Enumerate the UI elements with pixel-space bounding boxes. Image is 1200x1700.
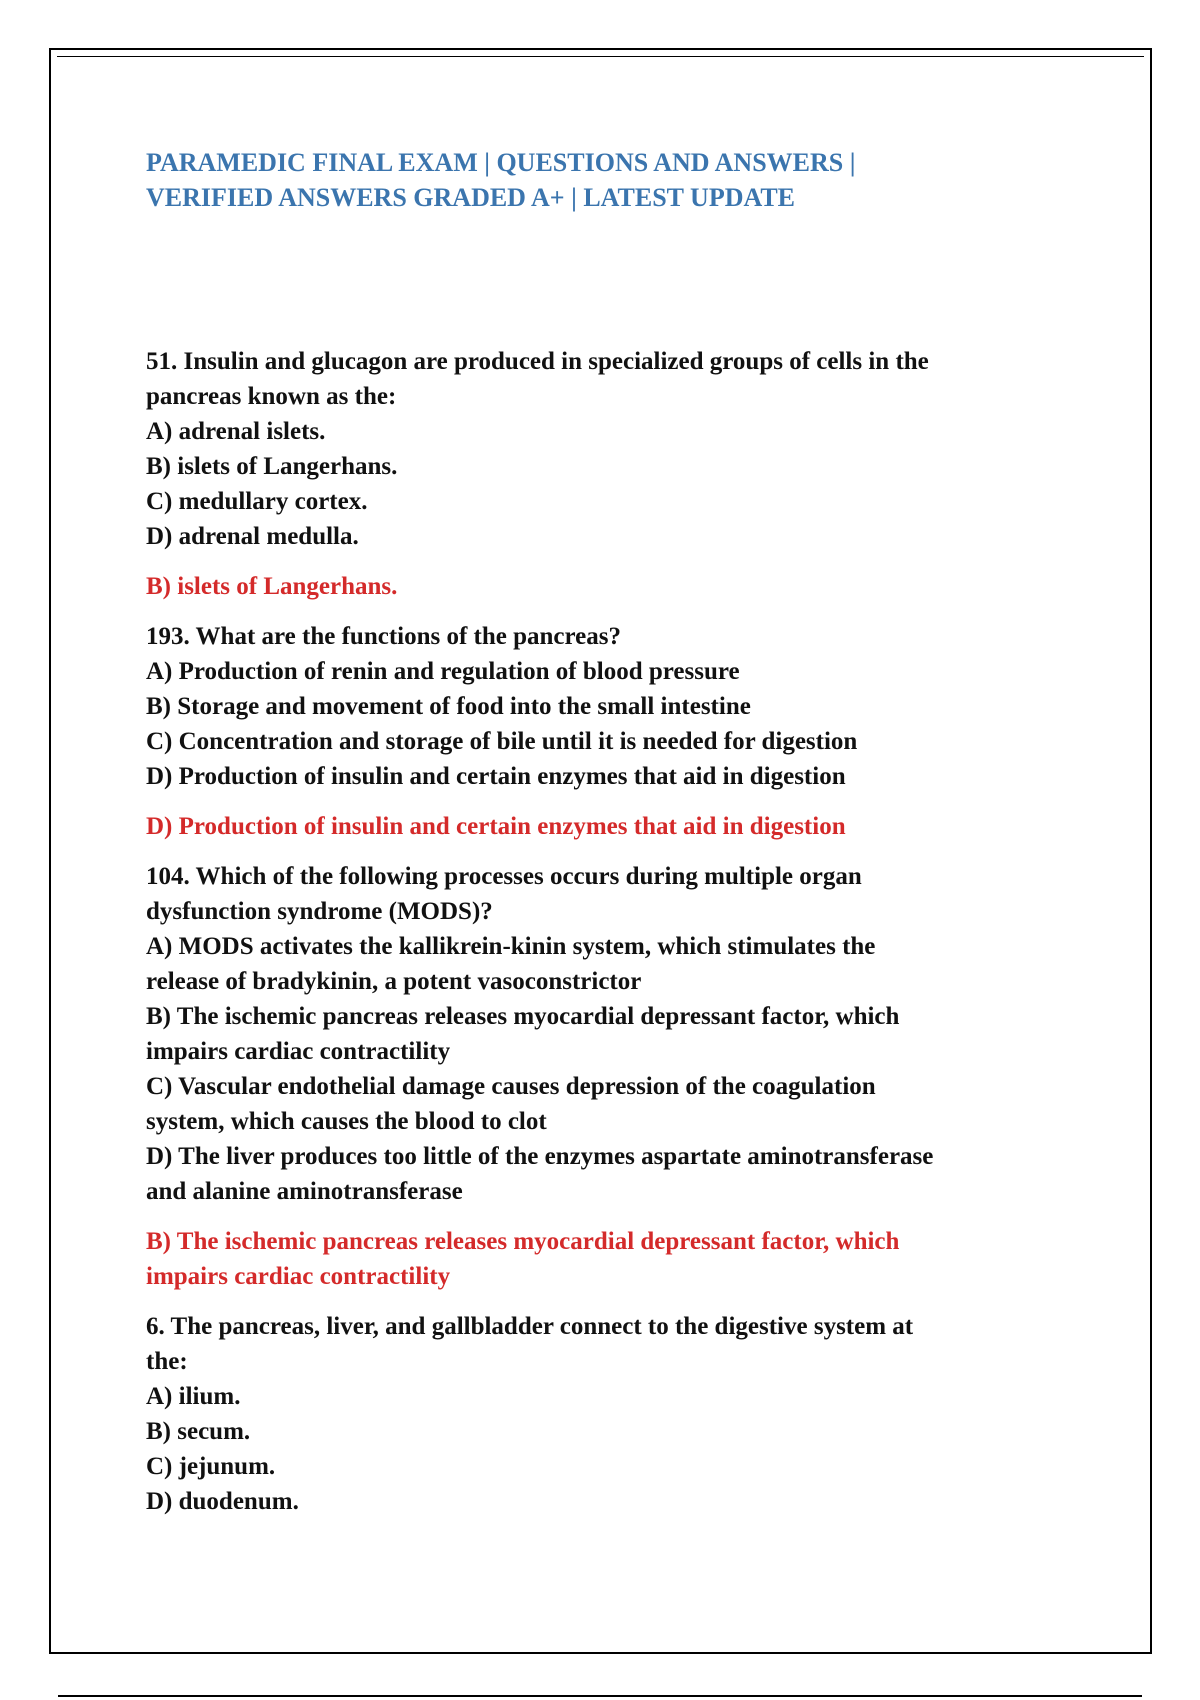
option-b: B) secum. — [146, 1418, 251, 1445]
option-c: C) medullary cortex. — [146, 488, 368, 515]
document-title: PARAMEDIC FINAL EXAM | QUESTIONS AND ANSWERS | VERIFIED ANSWERS GRADED A+ | LATEST UPDATE — [146, 148, 856, 212]
next-page-top-rule — [58, 1695, 1142, 1697]
option-a: A) ilium. — [146, 1383, 241, 1410]
question-text: 193. What are the functions of the pancreas? — [146, 623, 621, 650]
option-a: A) MODS activates the kallikrein-kinin system, which stimulates the release of bradykinin, a potent vasoconstrictor — [146, 933, 876, 995]
document-content — [146, 145, 1046, 1519]
option-b: B) Storage and movement of food into the small intestine — [146, 693, 751, 720]
option-c: C) Concentration and storage of bile until it is needed for digestion — [146, 728, 858, 755]
question-block-51 — [146, 344, 1046, 604]
option-a: A) Production of renin and regulation of blood pressure — [146, 658, 740, 685]
option-d: D) The liver produces too little of the enzymes aspartate aminotransferase and alanine aminotransferase — [146, 1143, 934, 1205]
correct-answer: B) The ischemic pancreas releases myocardial depressant factor, which impairs cardiac contractility — [146, 1228, 900, 1290]
option-c: C) jejunum. — [146, 1453, 276, 1480]
page-top-rule — [57, 56, 1144, 57]
question-block-193 — [146, 619, 1046, 844]
option-b: B) islets of Langerhans. — [146, 453, 398, 480]
correct-answer: B) islets of Langerhans. — [146, 573, 398, 600]
question-text: 104. Which of the following processes occurs during multiple organ dysfunction syndrome (MODS)? — [146, 863, 862, 925]
correct-answer: D) Production of insulin and certain enzymes that aid in digestion — [146, 813, 846, 840]
question-text: 51. Insulin and glucagon are produced in specialized groups of cells in the pancreas known as the: — [146, 348, 929, 410]
option-d: D) adrenal medulla. — [146, 523, 359, 550]
question-block-6 — [146, 1309, 1046, 1519]
option-c: C) Vascular endothelial damage causes depression of the coagulation system, which causes the blood to clot — [146, 1073, 876, 1135]
option-d: D) Production of insulin and certain enzymes that aid in digestion — [146, 763, 846, 790]
question-block-104 — [146, 859, 1046, 1294]
option-b: B) The ischemic pancreas releases myocardial depressant factor, which impairs cardiac contractility — [146, 1003, 900, 1065]
option-d: D) duodenum. — [146, 1488, 299, 1515]
option-a: A) adrenal islets. — [146, 418, 326, 445]
question-text: 6. The pancreas, liver, and gallbladder connect to the digestive system at the: — [146, 1313, 914, 1375]
